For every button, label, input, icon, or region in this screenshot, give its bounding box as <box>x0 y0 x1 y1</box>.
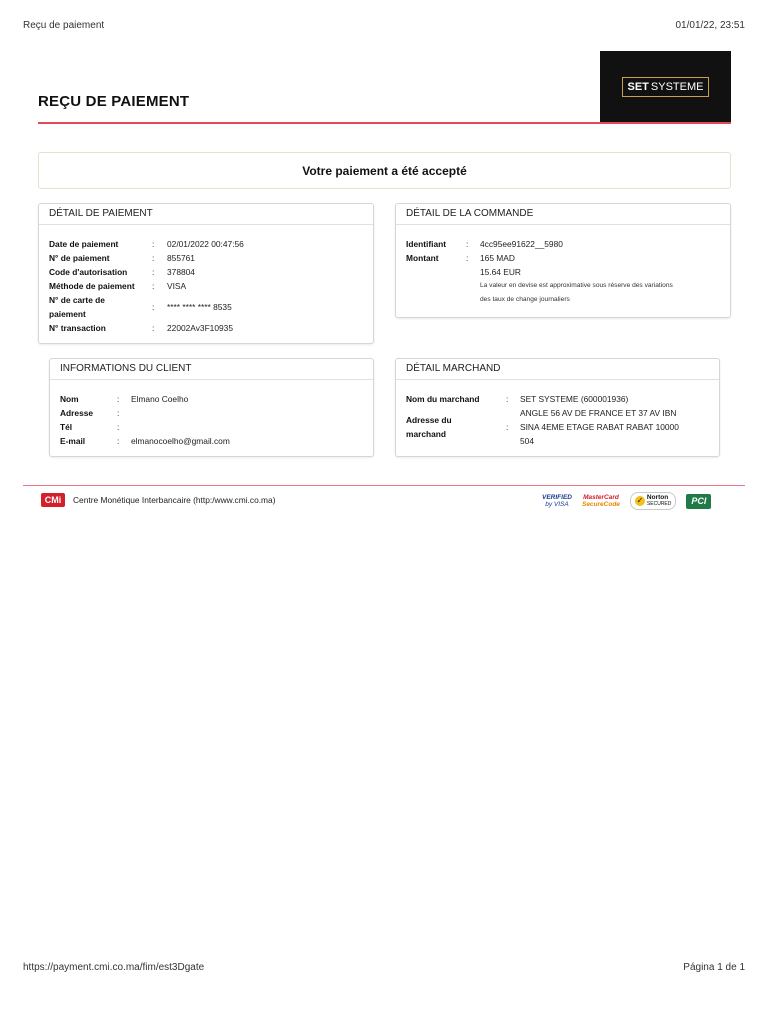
authorization-code-row: Code d'autorisation : 378804 <box>49 267 195 277</box>
page-title: REÇU DE PAIEMENT <box>38 93 190 110</box>
client-email-label: E-mail <box>60 436 86 446</box>
merchant-detail-panel <box>395 358 720 457</box>
order-id-value: 4cc95ee91622__5980 <box>480 239 563 249</box>
card-number-value: **** **** **** 8535 <box>167 302 232 312</box>
client-name-value: Elmano Coelho <box>131 394 189 404</box>
merchant-address-label: Adresse du marchand <box>406 415 452 439</box>
transaction-number-label: N° transaction <box>49 323 106 333</box>
client-email-value: elmanocoelho@gmail.com <box>131 436 230 446</box>
cmi-footer <box>41 493 275 507</box>
order-id-label: Identifiant <box>406 239 447 249</box>
print-footer-page: Página 1 de 1 <box>683 962 745 973</box>
card-number-label: N° de carte de paiement <box>49 295 105 319</box>
order-id-row: Identifiant : 4cc95ee91622__5980 <box>406 239 563 249</box>
order-amount-mad: 165 MAD <box>480 253 515 263</box>
order-amount-eur-row <box>406 265 720 279</box>
exchange-note-row <box>406 279 720 293</box>
transaction-number-value: 22002Av3F10935 <box>167 323 233 333</box>
payment-detail-heading: DÉTAIL DE PAIEMENT <box>39 204 373 225</box>
transaction-number-row: N° transaction : 22002Av3F10935 <box>49 323 233 333</box>
logo-part2: SYSTEME <box>650 80 704 93</box>
client-name-row: Nom : Elmano Coelho <box>60 394 189 404</box>
merchant-address-row: Adresse du marchand : ANGLE 56 AV DE FRANCE ET 37 AV IBN SINA 4EME ETAGE RABAT RABAT 10000 504 <box>406 408 679 446</box>
payment-number-value: 855761 <box>167 253 195 263</box>
client-name-label: Nom <box>60 394 79 404</box>
print-footer-url: https://payment.cmi.co.ma/fim/est3Dgate <box>23 962 205 973</box>
print-header <box>23 20 745 31</box>
order-detail-panel <box>395 203 731 318</box>
client-email-row: E-mail : elmanocoelho@gmail.com <box>60 436 230 446</box>
print-footer <box>23 962 745 973</box>
payment-method-label: Méthode de paiement <box>49 281 135 291</box>
verified-by-visa-icon: VERIFIED by VISA <box>542 494 572 508</box>
merchant-name-label: Nom du marchand <box>406 394 480 404</box>
exchange-note-line2: des taux de change journaliers <box>480 296 570 303</box>
footer-divider <box>23 485 745 486</box>
status-banner <box>38 152 731 189</box>
logo-part1: SET <box>627 80 649 93</box>
payment-method-value: VISA <box>167 281 187 291</box>
cmi-logo: CMi <box>41 493 65 507</box>
merchant-name-value: SET SYSTEME (600001936) <box>520 394 629 404</box>
payment-detail-panel <box>38 203 374 344</box>
client-info-heading: INFORMATIONS DU CLIENT <box>50 359 373 380</box>
payment-number-row: N° de paiement : 855761 <box>49 253 195 263</box>
client-phone-row: Tél : <box>60 422 120 432</box>
norton-secured-icon: ✓ Norton SECURED <box>630 492 676 510</box>
payment-date-row: Date de paiement : 02/01/2022 00:47:56 <box>49 239 244 249</box>
print-header-title: Reçu de paiement <box>23 20 105 31</box>
client-address-row: Adresse : <box>60 408 120 418</box>
merchant-logo <box>600 51 731 122</box>
trust-badges <box>542 492 711 510</box>
print-header-date: 01/01/22, 23:51 <box>675 20 745 31</box>
order-detail-heading: DÉTAIL DE LA COMMANDE <box>396 204 730 225</box>
exchange-note-line1: La valeur en devise est approximative sous réserve des variations <box>480 282 673 289</box>
order-amount-row: Montant : 165 MAD <box>406 253 515 263</box>
cmi-link-text[interactable]: Centre Monétique Interbancaire (http:/www.cmi.co.ma) <box>73 495 276 505</box>
card-number-row: N° de carte de paiement : **** **** **** 8535 <box>49 295 232 319</box>
title-divider <box>38 122 731 124</box>
client-info-panel <box>49 358 374 457</box>
order-amount-eur: 15.64 EUR <box>480 267 521 277</box>
merchant-detail-heading: DÉTAIL MARCHAND <box>396 359 719 380</box>
payment-date-value: 02/01/2022 00:47:56 <box>167 239 244 249</box>
payment-date-label: Date de paiement <box>49 239 119 249</box>
client-address-label: Adresse <box>60 408 94 418</box>
merchant-name-row: Nom du marchand : SET SYSTEME (600001936) <box>406 394 629 404</box>
merchant-address-value: ANGLE 56 AV DE FRANCE ET 37 AV IBN SINA 4EME ETAGE RABAT RABAT 10000 504 <box>520 408 679 446</box>
mastercard-securecode-icon: MasterCard SecureCode <box>581 494 620 508</box>
client-phone-label: Tél <box>60 422 73 432</box>
payment-method-row: Méthode de paiement : VISA <box>49 281 187 291</box>
exchange-note-row-2 <box>406 293 720 307</box>
payment-number-label: N° de paiement <box>49 253 110 263</box>
pci-icon: PCI <box>686 494 711 509</box>
status-message: Votre paiement a été accepté <box>302 163 467 178</box>
logo-frame <box>622 77 710 97</box>
authorization-code-label: Code d'autorisation <box>49 267 128 277</box>
order-amount-label: Montant <box>406 253 439 263</box>
authorization-code-value: 378804 <box>167 267 195 277</box>
